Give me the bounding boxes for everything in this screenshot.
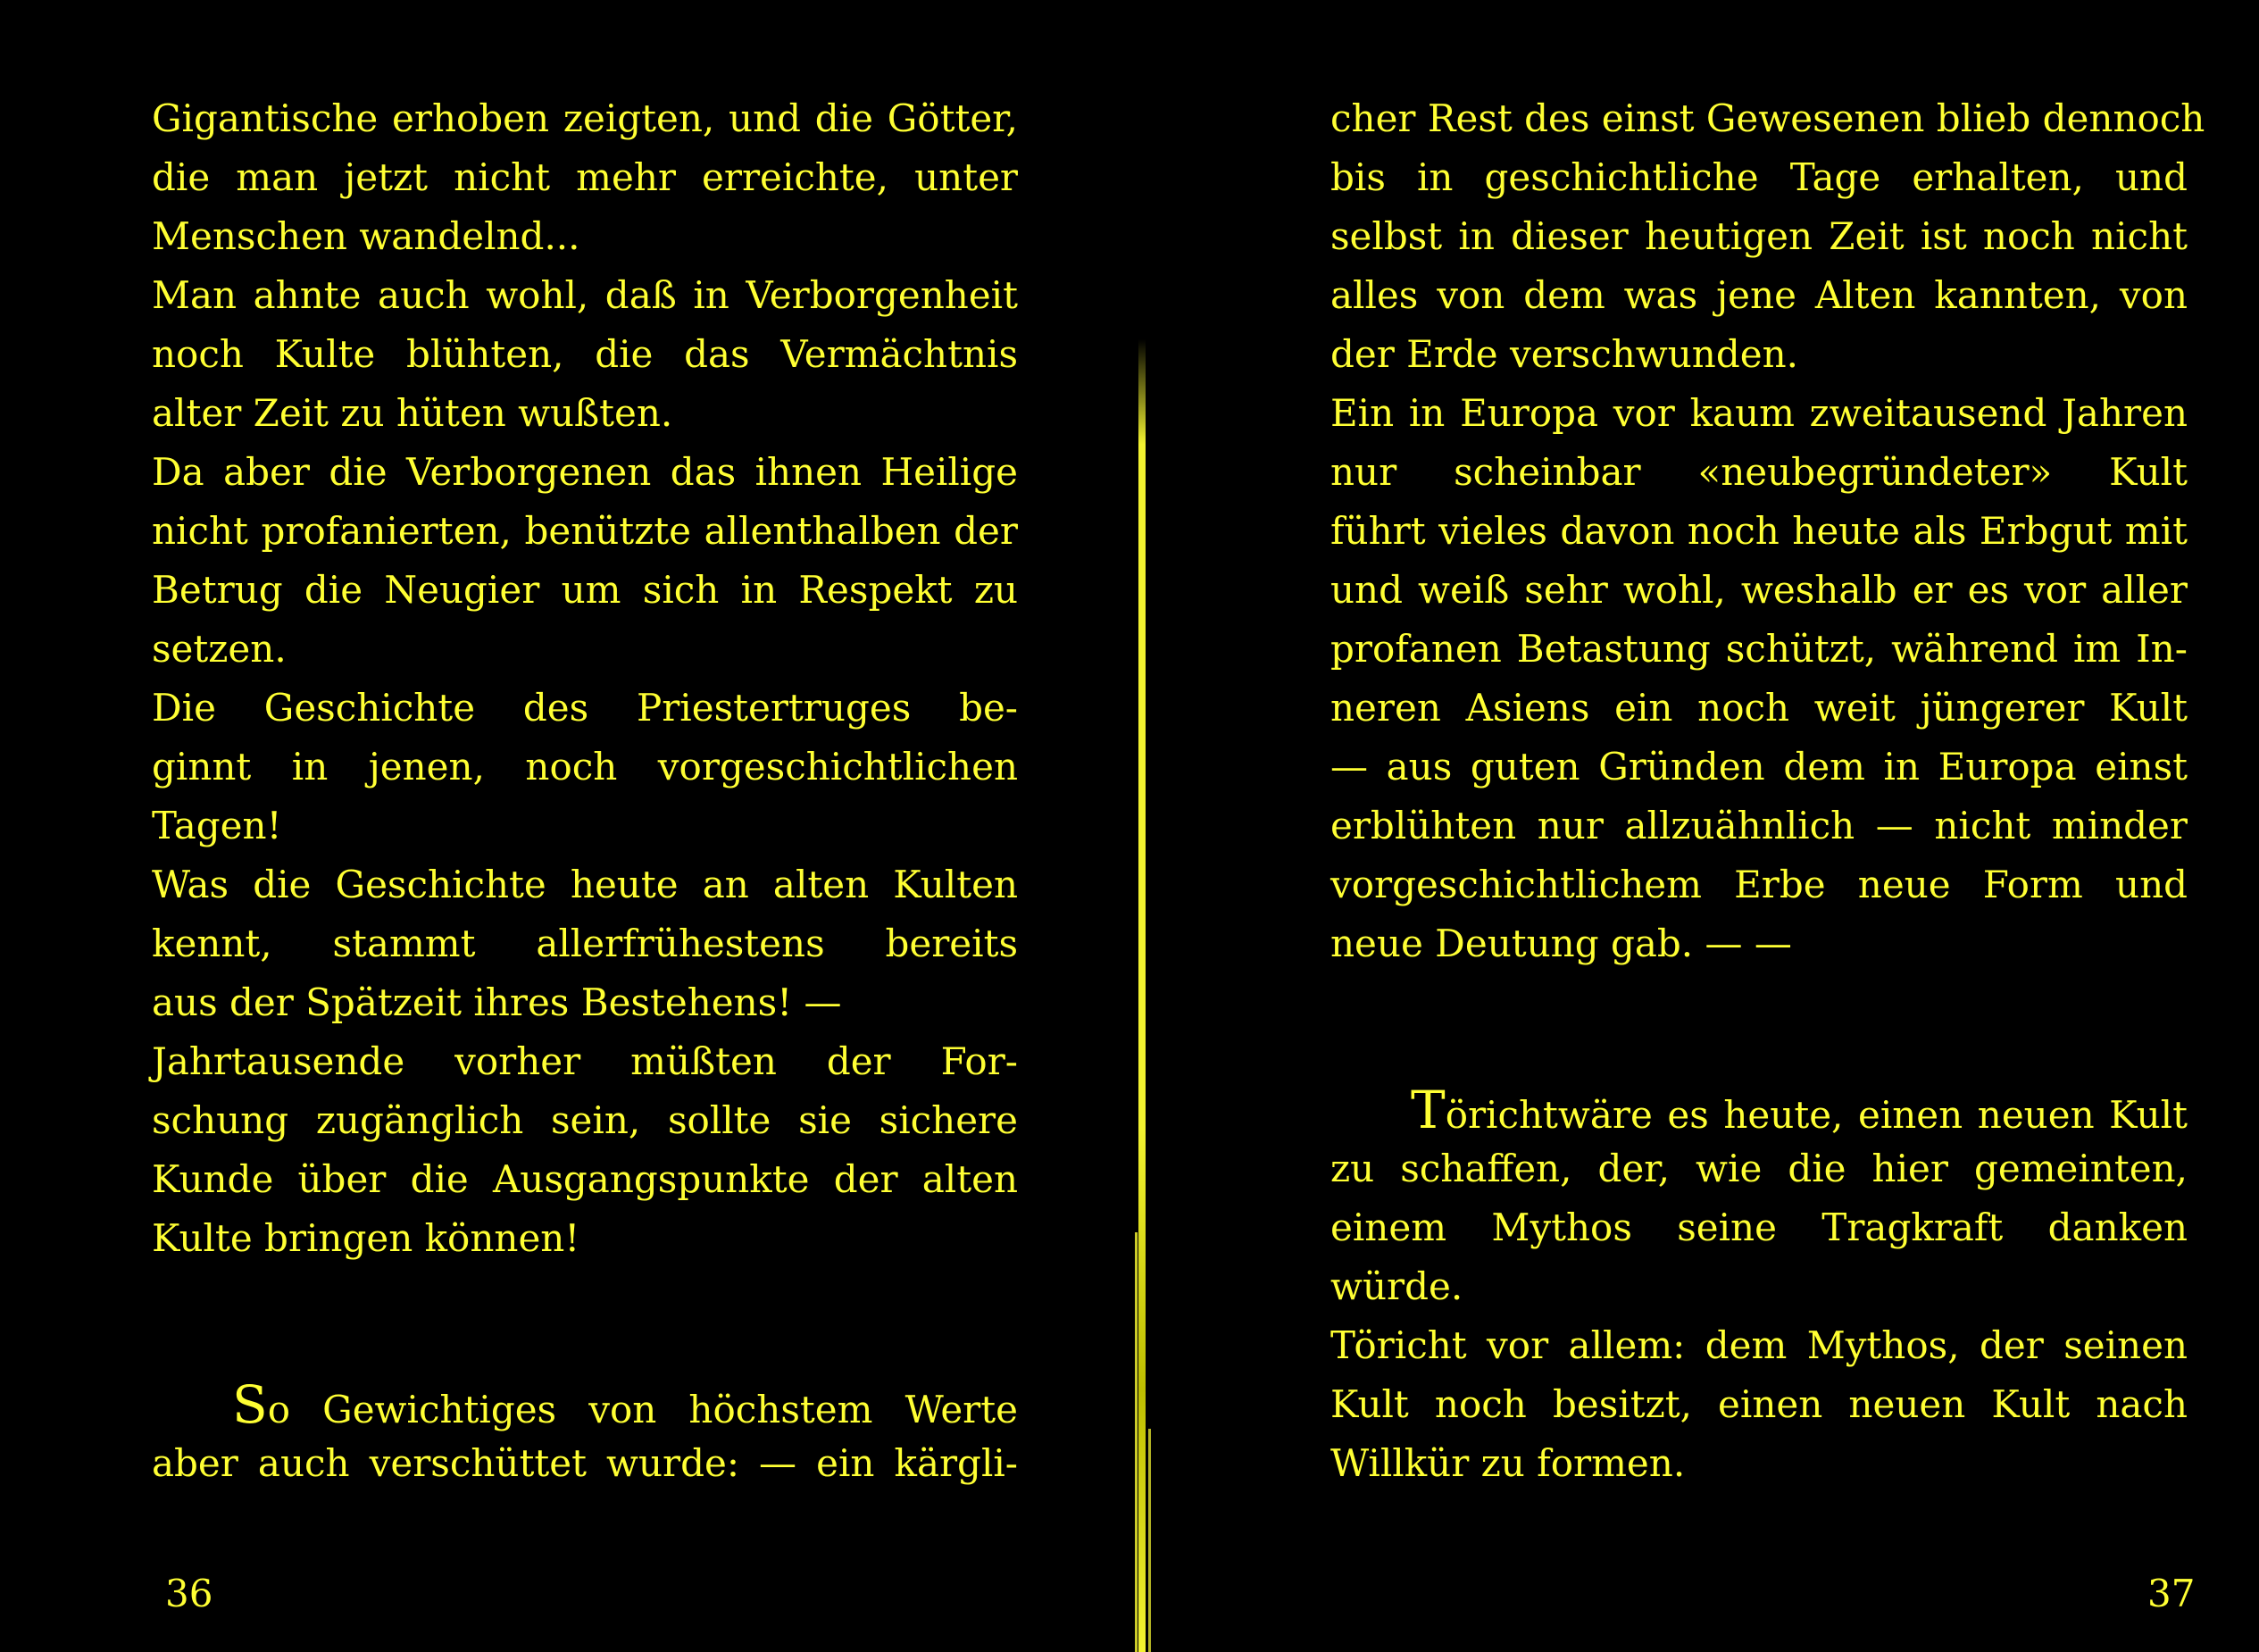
text-line: noch Kulte blühten, die das Vermächtnis: [152, 332, 1018, 376]
left-page-text: [152, 89, 1018, 1493]
text-line: Die Geschichte des Priestertruges be-: [152, 686, 1018, 730]
text-line: alter Zeit zu hüten wußten.: [152, 391, 673, 435]
text-line: bis in geschichtliche Tage erhalten, und: [1330, 155, 2188, 199]
text-line: [1330, 1080, 2188, 1139]
text-line: schung zugänglich sein, sollte sie sichere: [152, 1098, 1018, 1142]
drop-cap: T: [1411, 1080, 1446, 1140]
gutter-shade: [1148, 1429, 1151, 1652]
text-line: kennt, stammt allerfrühestens bereits: [152, 922, 1018, 965]
text-line: der Erde verschwunden.: [1330, 332, 1798, 376]
text-line: ginnt in jenen, noch vorgeschichtlichen: [152, 745, 1018, 788]
text-line: Kult noch besitzt, einen neuen Kult nach: [1330, 1382, 2188, 1426]
gutter-shade: [1138, 339, 1146, 1652]
text-line: Da aber die Verborgenen das ihnen Heilige: [152, 450, 1018, 494]
text-line-rest: örichtwäre es heute, einen neuen Kult: [1445, 1093, 2188, 1137]
text-line: [152, 1375, 1018, 1434]
text-line: selbst in dieser heutigen Zeit ist noch nicht: [1330, 214, 2188, 258]
text-line: Menschen wandelnd...: [152, 214, 580, 258]
text-line: würde.: [1330, 1264, 1463, 1308]
text-line: nicht profanierten, benützte allenthalben der: [152, 509, 1018, 553]
text-line: Was die Geschichte heute an alten Kulten: [152, 863, 1018, 906]
text-line: nur scheinbar «neubegründeter» Kult: [1330, 450, 2188, 494]
text-line: die man jetzt nicht mehr erreichte, unter: [152, 155, 1018, 199]
page-number: 37: [2147, 1572, 2196, 1615]
text-line: Kulte bringen können!: [152, 1216, 580, 1260]
text-line: — aus guten Gründen dem in Europa einst: [1330, 745, 2188, 788]
text-line: Kunde über die Ausgangspunkte der alten: [152, 1157, 1018, 1201]
text-line: neue Deutung gab. — —: [1330, 922, 1792, 965]
text-line: neren Asiens ein noch weit jüngerer Kult: [1330, 686, 2188, 730]
text-line: cher Rest des einst Gewesenen blieb dennoch: [1330, 96, 2205, 140]
section-break: [152, 1268, 1018, 1375]
text-line: aus der Spätzeit ihres Bestehens! —: [152, 980, 842, 1024]
text-line: Man ahnte auch wohl, daß in Verborgenheit: [152, 273, 1018, 317]
text-line: Ein in Europa vor kaum zweitausend Jahren: [1330, 391, 2188, 435]
text-line-rest: o Gewichtiges von höchstem Werte: [267, 1388, 1018, 1431]
text-line: Töricht vor allem: dem Mythos, der seinen: [1330, 1323, 2188, 1367]
text-line: Jahrtausende vorher müßten der For-: [152, 1039, 1018, 1083]
text-line: erblühten nur allzuähnlich — nicht minder: [1330, 804, 2188, 847]
text-line: und weiß sehr wohl, weshalb er es vor aller: [1330, 568, 2188, 612]
text-line: alles von dem was jene Alten kannten, von: [1330, 273, 2188, 317]
text-line: Willkür zu formen.: [1330, 1441, 1686, 1485]
text-line: aber auch verschüttet wurde: — ein kärgli-: [152, 1441, 1018, 1485]
right-page: [1161, 0, 2259, 1652]
drop-cap: S: [232, 1374, 268, 1435]
right-page-text: [1330, 89, 2205, 1493]
section-break: [1330, 973, 2188, 1080]
gutter-shade: [1135, 1232, 1138, 1652]
text-line: Gigantische erhoben zeigten, und die Götter,: [152, 96, 1018, 140]
text-line: zu schaffen, der, wie die hier gemeinten,: [1330, 1147, 2188, 1190]
left-page: [0, 0, 1121, 1652]
text-line: vorgeschichtlichem Erbe neue Form und: [1330, 863, 2188, 906]
text-line: profanen Betastung schützt, während im In-: [1330, 627, 2188, 671]
text-line: einem Mythos seine Tragkraft danken: [1330, 1206, 2188, 1249]
text-line: führt vieles davon noch heute als Erbgut mit: [1330, 509, 2188, 553]
text-line: Betrug die Neugier um sich in Respekt zu: [152, 568, 1018, 612]
text-line: Tagen!: [152, 804, 282, 847]
page-number: 36: [165, 1572, 213, 1615]
text-line: setzen.: [152, 627, 287, 671]
book-gutter: [1121, 0, 1161, 1652]
